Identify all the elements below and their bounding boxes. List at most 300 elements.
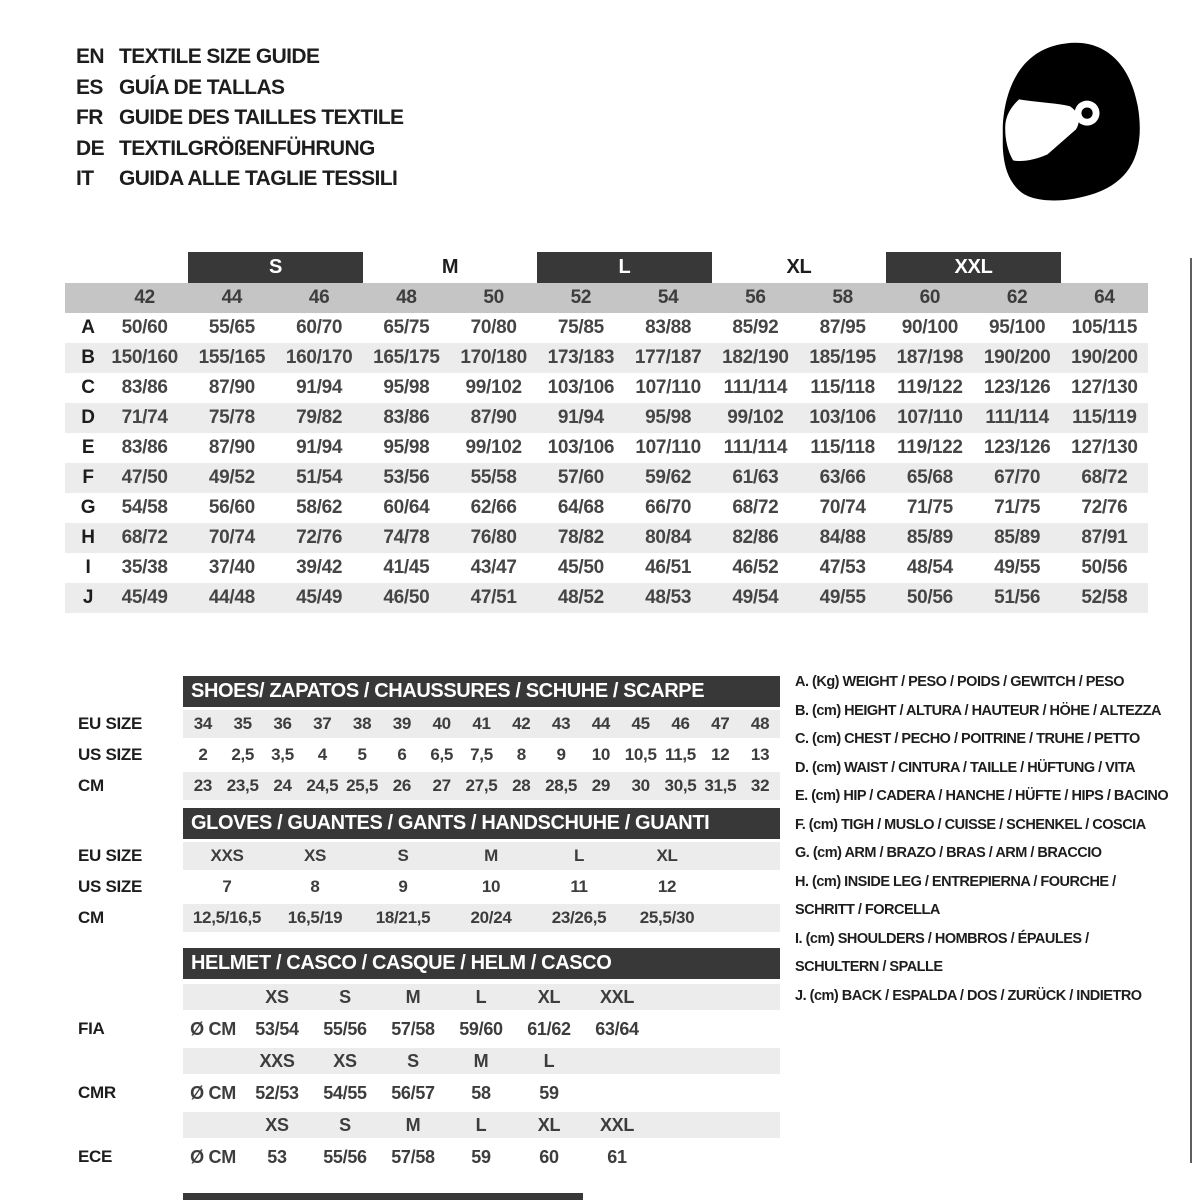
measure-value: 105/115 — [1071, 317, 1138, 338]
size-number: 56 — [745, 287, 766, 308]
measure-value: 87/95 — [819, 317, 866, 338]
value-cell: 27,5 — [465, 776, 498, 795]
value-cell: XXS — [210, 846, 244, 865]
racing-helmet-icon — [983, 28, 1155, 212]
value-cell: 31,5 — [704, 776, 737, 795]
language-code: IT — [76, 167, 94, 191]
size-number: 48 — [396, 287, 417, 308]
value-cell: 34 — [193, 714, 213, 733]
legend-line: SCHULTERN / SPALLE — [795, 959, 943, 975]
value-cell: 12 — [711, 745, 730, 764]
measure-value: 87/90 — [208, 377, 255, 398]
measure-value: 57/60 — [557, 467, 604, 488]
row-label: H — [81, 527, 95, 548]
measure-value: 58/62 — [296, 497, 343, 518]
value-cell: 53 — [267, 1146, 287, 1167]
size-label: XL — [537, 986, 561, 1007]
measure-value: 68/72 — [732, 497, 779, 518]
language-title: GUIDA ALLE TAGLIE TESSILI — [119, 167, 398, 191]
measure-value: 187/198 — [896, 347, 964, 368]
value-cell: 36 — [273, 714, 292, 733]
value-cell: 3,5 — [271, 745, 294, 764]
measure-value: 119/122 — [897, 377, 963, 398]
measure-value: 84/88 — [819, 527, 866, 548]
size-groups-row — [65, 252, 1148, 283]
measure-value: 62/66 — [470, 497, 517, 518]
legend-line: G. (cm) ARM / BRAZO / BRAS / ARM / BRACCIO — [795, 845, 1102, 861]
value-cell: L — [573, 846, 585, 865]
measure-value: 177/187 — [634, 347, 702, 368]
value-cell: 18/21,5 — [375, 908, 431, 927]
value-cell: 59 — [471, 1146, 491, 1167]
helmet-values — [183, 1015, 780, 1043]
helmet-sizes-row — [65, 1112, 1195, 1138]
measure-value: 90/100 — [901, 317, 959, 338]
measure-value: 155/165 — [198, 347, 266, 368]
size-number: 44 — [221, 287, 243, 308]
measure-value: 44/48 — [208, 587, 255, 608]
size-number: 46 — [308, 287, 330, 308]
value-cell: 29 — [591, 776, 611, 795]
helmet-values-row-fia — [65, 1015, 1195, 1043]
size-number: 58 — [832, 287, 853, 308]
measure-value: 83/86 — [383, 407, 430, 428]
measure-value: 111/114 — [985, 407, 1049, 428]
measure-value: 37/40 — [208, 557, 255, 578]
value-cell: 9 — [398, 877, 408, 896]
measure-value: 72/76 — [296, 527, 343, 548]
size-label: XL — [537, 1114, 561, 1135]
value-cell: 61/62 — [527, 1018, 571, 1039]
value-cell: 55/56 — [323, 1018, 367, 1039]
measure-value: 71/75 — [906, 497, 953, 518]
value-cell: 8 — [516, 745, 526, 764]
value-cell: 57/58 — [391, 1146, 435, 1167]
value-cell: 37 — [313, 714, 332, 733]
measure-row-a — [65, 313, 1148, 343]
helmet-sizes-row — [65, 1048, 1195, 1074]
value-cell: 2 — [198, 745, 208, 764]
measure-value: 111/114 — [723, 377, 788, 398]
measure-value: 170/180 — [460, 347, 527, 368]
measure-value: 45/49 — [121, 587, 168, 608]
measure-value: 185/195 — [809, 347, 876, 368]
measure-value: 47/50 — [121, 467, 168, 488]
legend-line: D. (cm) WAIST / CINTURA / TAILLE / HÜFTUNG / VITA — [795, 759, 1136, 776]
language-row — [76, 73, 403, 104]
value-cell: 26 — [392, 776, 412, 795]
measure-value: 83/86 — [121, 377, 168, 398]
measure-value: 55/65 — [208, 317, 255, 338]
legend-line: H. (cm) INSIDE LEG / ENTREPIERNA / FOURCHE / — [795, 873, 1116, 890]
measure-value: 99/102 — [465, 437, 522, 458]
helmet-values — [183, 1079, 780, 1107]
language-list — [76, 42, 403, 195]
language-code: DE — [76, 136, 104, 160]
row-label: D — [81, 407, 95, 428]
value-cell: XL — [656, 846, 678, 865]
measure-value: 45/49 — [296, 587, 343, 608]
language-row — [76, 42, 403, 73]
value-cell: 23/26,5 — [551, 908, 607, 927]
row-label: C — [81, 377, 95, 398]
measure-value: 107/110 — [635, 377, 701, 398]
standard-label: FIA — [78, 1019, 105, 1038]
value-cell: 40 — [432, 714, 451, 733]
row-label: E — [81, 437, 95, 458]
measure-value: 46/51 — [645, 557, 692, 578]
measure-value: 85/92 — [732, 317, 779, 338]
measure-value: 49/55 — [994, 557, 1041, 578]
measure-value: 75/78 — [208, 407, 255, 428]
value-cell: 27 — [432, 776, 451, 795]
size-label: M — [405, 1114, 421, 1135]
measure-value: 68/72 — [1081, 467, 1128, 488]
row-label: CM — [78, 908, 104, 927]
measure-value: 55/58 — [470, 467, 517, 488]
measure-value: 79/82 — [296, 407, 343, 428]
unit-label: Ø CM — [190, 1146, 236, 1167]
measure-value: 87/90 — [470, 407, 517, 428]
size-label: S — [407, 1050, 419, 1071]
size-label: L — [475, 986, 487, 1007]
value-cell: 30,5 — [664, 776, 697, 795]
page-edge-line — [1190, 258, 1192, 1163]
shoes-table-title: SHOES/ ZAPATOS / CHAUSSURES / SCHUHE / SCARPE — [183, 676, 780, 707]
measure-value: 91/94 — [296, 437, 343, 458]
row-values — [183, 741, 780, 769]
measure-value: 49/54 — [732, 587, 779, 608]
measure-value: 66/70 — [645, 497, 692, 518]
language-code: ES — [76, 75, 103, 99]
value-cell: 11,5 — [665, 745, 696, 764]
measure-value: 95/98 — [383, 437, 430, 458]
measure-value: 70/74 — [208, 527, 255, 548]
value-cell: 32 — [750, 776, 770, 795]
helmet-sizes — [183, 1048, 780, 1074]
gloves-table-title: GLOVES / GUANTES / GANTS / HANDSCHUHE / GUANTI — [183, 808, 780, 839]
value-cell: 53/54 — [255, 1018, 299, 1039]
measure-value: 47/51 — [470, 587, 517, 608]
helmet-values-row-ece — [65, 1143, 1195, 1171]
measure-value: 190/200 — [1071, 347, 1138, 368]
measure-value: 182/190 — [722, 347, 789, 368]
value-cell: 25,5 — [346, 776, 379, 795]
measure-value: 43/47 — [470, 557, 517, 578]
measure-value: 127/130 — [1071, 377, 1138, 398]
measure-value: 115/119 — [1072, 407, 1137, 428]
value-cell: 16,5/19 — [287, 908, 343, 927]
row-label: A — [81, 317, 95, 338]
language-code: FR — [76, 106, 103, 130]
measure-value: 190/200 — [983, 347, 1051, 368]
row-values — [183, 904, 780, 932]
helmet-table-title: HELMET / CASCO / CASQUE / HELM / CASCO — [183, 948, 780, 979]
measure-value: 49/52 — [208, 467, 255, 488]
legend-line: A. (Kg) WEIGHT / PESO / POIDS / GEWITCH / PESO — [795, 674, 1125, 690]
row-label: G — [80, 497, 96, 518]
measure-value: 65/68 — [906, 467, 953, 488]
legend-line: J. (cm) BACK / ESPALDA / DOS / ZURÜCK / INDIETRO — [795, 987, 1142, 1004]
value-cell: 8 — [310, 877, 320, 896]
measure-value: 107/110 — [897, 407, 963, 428]
measure-value: 165/175 — [373, 347, 440, 368]
row-label: F — [82, 467, 94, 488]
measure-value: 48/52 — [557, 587, 604, 608]
measure-value: 103/106 — [547, 377, 615, 398]
measure-value: 45/50 — [557, 557, 604, 578]
size-number: 54 — [657, 287, 679, 308]
row-values — [183, 772, 780, 800]
value-cell: 12,5/16,5 — [192, 908, 262, 927]
value-cell: 39 — [392, 714, 412, 733]
measure-value: 123/126 — [983, 437, 1051, 458]
value-cell: 10 — [481, 877, 501, 896]
value-cell: 6 — [397, 745, 407, 764]
measure-value: 85/89 — [906, 527, 953, 548]
value-cell: 10,5 — [624, 745, 657, 764]
measure-value: 115/118 — [810, 377, 875, 398]
measure-value: 68/72 — [121, 527, 168, 548]
size-group-l: L — [537, 252, 712, 283]
measure-value: 83/86 — [121, 437, 168, 458]
measure-value: 70/74 — [819, 497, 866, 518]
measure-row-c — [65, 373, 1148, 403]
legend-line: B. (cm) HEIGHT / ALTURA / HAUTEUR / HÖHE / ALTEZZA — [795, 702, 1161, 719]
value-cell: 59/60 — [459, 1018, 503, 1039]
value-cell: 23 — [193, 776, 213, 795]
value-cell: 45 — [631, 714, 650, 733]
value-cell: 11 — [570, 877, 588, 896]
measure-value: 46/50 — [383, 587, 430, 608]
measure-value: 51/56 — [994, 587, 1041, 608]
value-cell: 2,5 — [231, 745, 255, 764]
measure-value: 150/160 — [111, 347, 178, 368]
measure-value: 48/53 — [645, 587, 692, 608]
measure-value: 71/75 — [994, 497, 1041, 518]
language-row — [76, 134, 403, 165]
measure-value: 103/106 — [809, 407, 876, 428]
helmet-table-rows — [65, 984, 1195, 1171]
row-label: I — [85, 557, 91, 578]
size-number: 50 — [483, 287, 504, 308]
value-cell: 20/24 — [470, 908, 512, 927]
measure-value: 46/52 — [732, 557, 779, 578]
measure-value: 63/66 — [819, 467, 866, 488]
size-label: L — [543, 1050, 555, 1071]
measure-value: 56/60 — [208, 497, 255, 518]
value-cell: 24,5 — [306, 776, 339, 795]
measurement-legend — [795, 668, 1197, 1010]
helmet-values-row-cmr — [65, 1079, 1195, 1107]
value-cell: 47 — [711, 714, 730, 733]
measure-value: 91/94 — [557, 407, 604, 428]
measure-value: 75/85 — [557, 317, 604, 338]
size-group-xxl: XXL — [886, 252, 1061, 283]
value-cell: 6,5 — [430, 745, 454, 764]
measure-value: 54/58 — [121, 497, 168, 518]
measure-value: 99/102 — [465, 377, 522, 398]
size-group-xl: XL — [786, 256, 812, 278]
value-cell: 48 — [750, 714, 770, 733]
measure-value: 82/86 — [732, 527, 779, 548]
size-label: XXL — [599, 1114, 635, 1135]
cropped-header-bar — [183, 1193, 583, 1200]
size-group-s: S — [188, 252, 363, 283]
standard-label: CMR — [78, 1083, 116, 1102]
value-cell: 60 — [539, 1146, 559, 1167]
measure-row-e — [65, 433, 1148, 463]
size-group-m: M — [441, 256, 459, 278]
language-row — [76, 164, 403, 195]
value-cell: 38 — [352, 714, 372, 733]
size-label: XS — [265, 986, 289, 1007]
measure-value: 123/126 — [983, 377, 1051, 398]
row-label: EU SIZE — [78, 714, 143, 733]
row-values — [183, 842, 780, 870]
measure-row-i — [65, 553, 1148, 583]
measure-value: 119/122 — [897, 437, 963, 458]
measure-value: 95/98 — [383, 377, 430, 398]
measure-value: 78/82 — [557, 527, 604, 548]
value-cell: 59 — [539, 1082, 559, 1103]
size-numbers-row — [65, 283, 1148, 313]
value-cell: 4 — [317, 745, 327, 764]
size-label: S — [339, 1114, 351, 1135]
legend-line: SCHRITT / FORCELLA — [795, 902, 940, 918]
value-cell: 7 — [222, 877, 232, 896]
value-cell: 10 — [591, 745, 611, 764]
value-cell: 55/56 — [323, 1146, 367, 1167]
language-code: EN — [76, 45, 104, 68]
row-label: J — [82, 587, 94, 608]
measure-value: 107/110 — [635, 437, 701, 458]
language-title: TEXTILE SIZE GUIDE — [119, 45, 320, 68]
measure-value: 51/54 — [296, 467, 343, 488]
measure-value: 41/45 — [383, 557, 430, 578]
legend-line: C. (cm) CHEST / PECHO / POITRINE / TRUHE / PETTO — [795, 731, 1140, 747]
row-label: B — [81, 347, 95, 368]
measure-value: 71/74 — [121, 407, 168, 428]
size-label: XS — [333, 1050, 357, 1071]
value-cell: 35 — [233, 714, 252, 733]
measure-value: 115/118 — [810, 437, 875, 458]
measure-value: 83/88 — [645, 317, 692, 338]
language-title: GUÍA DE TALLAS — [119, 75, 285, 99]
measure-value: 87/90 — [208, 437, 255, 458]
value-cell: 56/57 — [391, 1082, 435, 1103]
measure-value: 35/38 — [121, 557, 168, 578]
measure-value: 74/78 — [383, 527, 430, 548]
language-title: TEXTILGRÖßENFÜHRUNG — [119, 136, 375, 160]
size-label: M — [473, 1050, 489, 1071]
value-cell: 46 — [671, 714, 690, 733]
legend-line: I. (cm) SHOULDERS / HOMBROS / ÉPAULES / — [795, 930, 1089, 947]
size-label: L — [475, 1114, 487, 1135]
measure-value: 59/62 — [645, 467, 692, 488]
measure-value: 80/84 — [645, 527, 692, 548]
value-cell: 54/55 — [323, 1082, 367, 1103]
measure-value: 50/56 — [1081, 557, 1128, 578]
measure-row-g — [65, 493, 1148, 523]
measure-value: 52/58 — [1081, 587, 1128, 608]
row-label: CM — [78, 776, 104, 795]
legend-line: E. (cm) HIP / CADERA / HANCHE / HÜFTE / HIPS / BACINO — [795, 788, 1169, 804]
language-title: GUIDE DES TAILLES TEXTILE — [119, 106, 404, 130]
size-number: 52 — [570, 287, 592, 308]
value-cell: 52/53 — [255, 1082, 299, 1103]
helmet-values — [183, 1143, 780, 1171]
size-label: XS — [265, 1114, 289, 1135]
measure-row-f — [65, 463, 1148, 493]
main-size-table — [65, 252, 1148, 613]
value-cell: 61 — [607, 1146, 627, 1167]
language-row — [76, 103, 403, 134]
size-number: 62 — [1006, 287, 1028, 308]
measure-value: 91/94 — [296, 377, 343, 398]
helmet-sizes — [183, 984, 780, 1010]
size-label: XXS — [259, 1050, 295, 1071]
measure-value: 111/114 — [723, 437, 788, 458]
legend-line: F. (cm) TIGH / MUSLO / CUISSE / SCHENKEL / COSCIA — [795, 816, 1146, 833]
measure-value: 39/42 — [296, 557, 343, 578]
measure-value: 95/98 — [645, 407, 692, 428]
measure-value: 160/170 — [285, 347, 353, 368]
row-label: US SIZE — [78, 877, 143, 896]
measure-value: 49/55 — [819, 587, 866, 608]
value-cell: 24 — [273, 776, 292, 795]
size-number: 64 — [1094, 287, 1115, 308]
value-cell: 57/58 — [391, 1018, 435, 1039]
value-cell: 13 — [750, 745, 770, 764]
value-cell: 5 — [357, 745, 367, 764]
measure-value: 87/91 — [1081, 527, 1128, 548]
measure-value: 61/63 — [732, 467, 779, 488]
value-cell: 43 — [551, 714, 571, 733]
value-cell: 30 — [631, 776, 650, 795]
size-number: 42 — [134, 287, 155, 308]
helmet-sizes — [183, 1112, 780, 1138]
size-number: 60 — [919, 287, 941, 308]
value-cell: 28,5 — [545, 776, 578, 795]
value-cell: S — [397, 846, 409, 865]
value-cell: 28 — [512, 776, 531, 795]
measure-value: 48/54 — [906, 557, 953, 578]
measure-value: 65/75 — [383, 317, 430, 338]
measure-value: 50/60 — [121, 317, 168, 338]
row-values — [183, 873, 780, 901]
size-label: M — [405, 986, 421, 1007]
value-cell: 7,5 — [470, 745, 493, 764]
unit-label: Ø CM — [190, 1082, 236, 1103]
measure-value: 76/80 — [470, 527, 517, 548]
measure-value: 64/68 — [557, 497, 604, 518]
measure-value: 173/183 — [547, 347, 615, 368]
measure-value: 70/80 — [470, 317, 517, 338]
value-cell: 58 — [471, 1082, 491, 1103]
measure-value: 85/89 — [994, 527, 1041, 548]
value-cell: 12 — [657, 877, 677, 896]
row-values — [183, 710, 780, 738]
value-cell: 25,5/30 — [639, 908, 695, 927]
value-cell: M — [484, 846, 498, 865]
measure-value: 60/64 — [383, 497, 430, 518]
size-label: S — [339, 986, 351, 1007]
value-cell: 23,5 — [226, 776, 259, 795]
value-cell: 42 — [512, 714, 531, 733]
measure-row-b — [65, 343, 1148, 373]
value-cell: 63/64 — [595, 1018, 639, 1039]
